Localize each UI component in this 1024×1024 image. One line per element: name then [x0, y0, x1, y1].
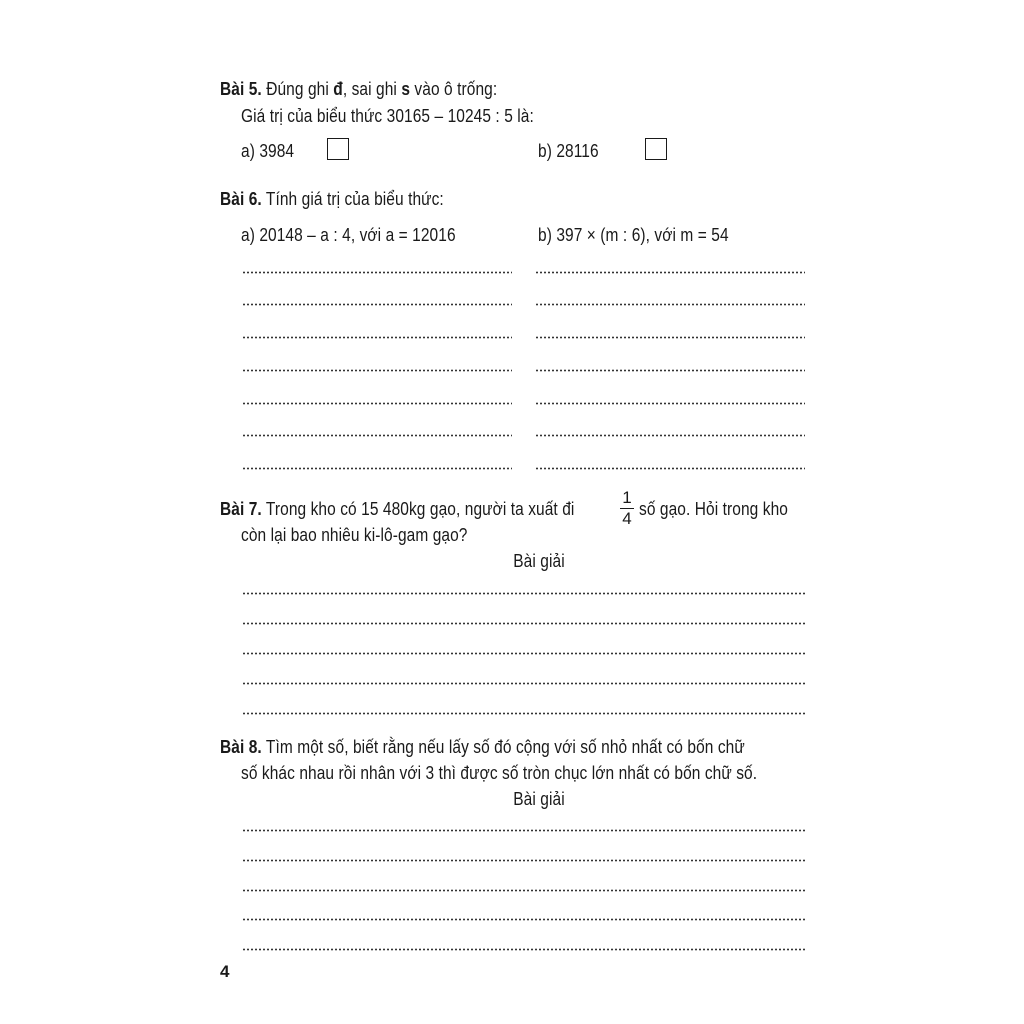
answer-box-b[interactable] — [645, 138, 667, 160]
bai5-d-mark: đ — [333, 79, 343, 99]
bai6-a-answer-line[interactable] — [242, 271, 512, 274]
bai7-answer-line[interactable] — [242, 592, 805, 595]
page-number: 4 — [220, 962, 230, 981]
bai8-heading: Bài 8. — [220, 737, 262, 757]
bai7-answer-line[interactable] — [242, 622, 805, 625]
bai8-answer-line[interactable] — [242, 829, 805, 832]
bai8-answer-line[interactable] — [242, 948, 805, 951]
bai6-b-answer-line[interactable] — [535, 336, 805, 339]
bai6-a-answer-line[interactable] — [242, 467, 512, 470]
bai5-s-mark: s — [401, 79, 411, 99]
bai6-b-answer-line[interactable] — [535, 434, 805, 437]
bai7-text-after: số gạo. Hỏi trong kho — [639, 499, 788, 519]
fraction-numerator: 1 — [622, 488, 632, 507]
bai5-option-b: b) 28116 — [538, 141, 599, 161]
bai8-title-line — [220, 736, 745, 758]
bai6-part-b: b) 397 × (m : 6), với m = 54 — [538, 225, 729, 245]
bai8-answer-line[interactable] — [242, 918, 805, 921]
fraction-denominator: 4 — [622, 509, 632, 529]
bai6-heading: Bài 6. — [220, 189, 262, 209]
bai7-answer-line[interactable] — [242, 652, 805, 655]
bai7-answer-line[interactable] — [242, 712, 805, 715]
bai6-a-answer-line[interactable] — [242, 336, 512, 339]
fraction-one-quarter — [620, 490, 634, 527]
bai5-option-a: a) 3984 — [241, 141, 295, 161]
bai6-b-answer-line[interactable] — [535, 467, 805, 470]
bai8-line1: Tìm một số, biết rằng nếu lấy số đó cộng với số nhỏ nhất có bốn chữ — [265, 737, 745, 757]
bai7-answer-line[interactable] — [242, 682, 805, 685]
bai5-question: Giá trị của biểu thức 30165 – 10245 : 5 là: — [241, 106, 534, 126]
bai8-answer-line[interactable] — [242, 889, 805, 892]
bai5-instruction-mid: , sai ghi — [342, 79, 402, 99]
bai6-a-answer-line[interactable] — [242, 303, 512, 306]
bai7-title-line — [220, 498, 574, 520]
bai5-heading: Bài 5. — [220, 79, 262, 99]
bai6-a-answer-line[interactable] — [242, 369, 512, 372]
bai8-answer-line[interactable] — [242, 859, 805, 862]
bai7-solution-label: Bài giải — [513, 551, 565, 571]
bai5-title-line — [220, 78, 497, 100]
bai6-part-a: a) 20148 – a : 4, với a = 12016 — [241, 225, 456, 245]
bai8-solution-label: Bài giải — [513, 789, 565, 809]
bai6-a-answer-line[interactable] — [242, 402, 512, 405]
bai6-b-answer-line[interactable] — [535, 369, 805, 372]
bai8-line2: số khác nhau rồi nhân với 3 thì được số tròn chục lớn nhất có bốn chữ số. — [241, 763, 758, 783]
answer-box-a[interactable] — [327, 138, 349, 160]
bai6-title-line — [220, 188, 444, 210]
bai7-heading: Bài 7. — [220, 499, 262, 519]
bai7-line2: còn lại bao nhiêu ki-lô-gam gạo? — [241, 525, 468, 545]
bai6-b-answer-line[interactable] — [535, 271, 805, 274]
bai6-b-answer-line[interactable] — [535, 402, 805, 405]
bai5-instruction-tail: vào ô trống: — [410, 79, 498, 99]
bai6-a-answer-line[interactable] — [242, 434, 512, 437]
bai5-instruction: Đúng ghi — [266, 79, 334, 99]
bai7-text-before: Trong kho có 15 480kg gạo, người ta xuất đi — [265, 499, 575, 519]
bai6-b-answer-line[interactable] — [535, 303, 805, 306]
bai6-instruction: Tính giá trị của biểu thức: — [265, 189, 444, 209]
